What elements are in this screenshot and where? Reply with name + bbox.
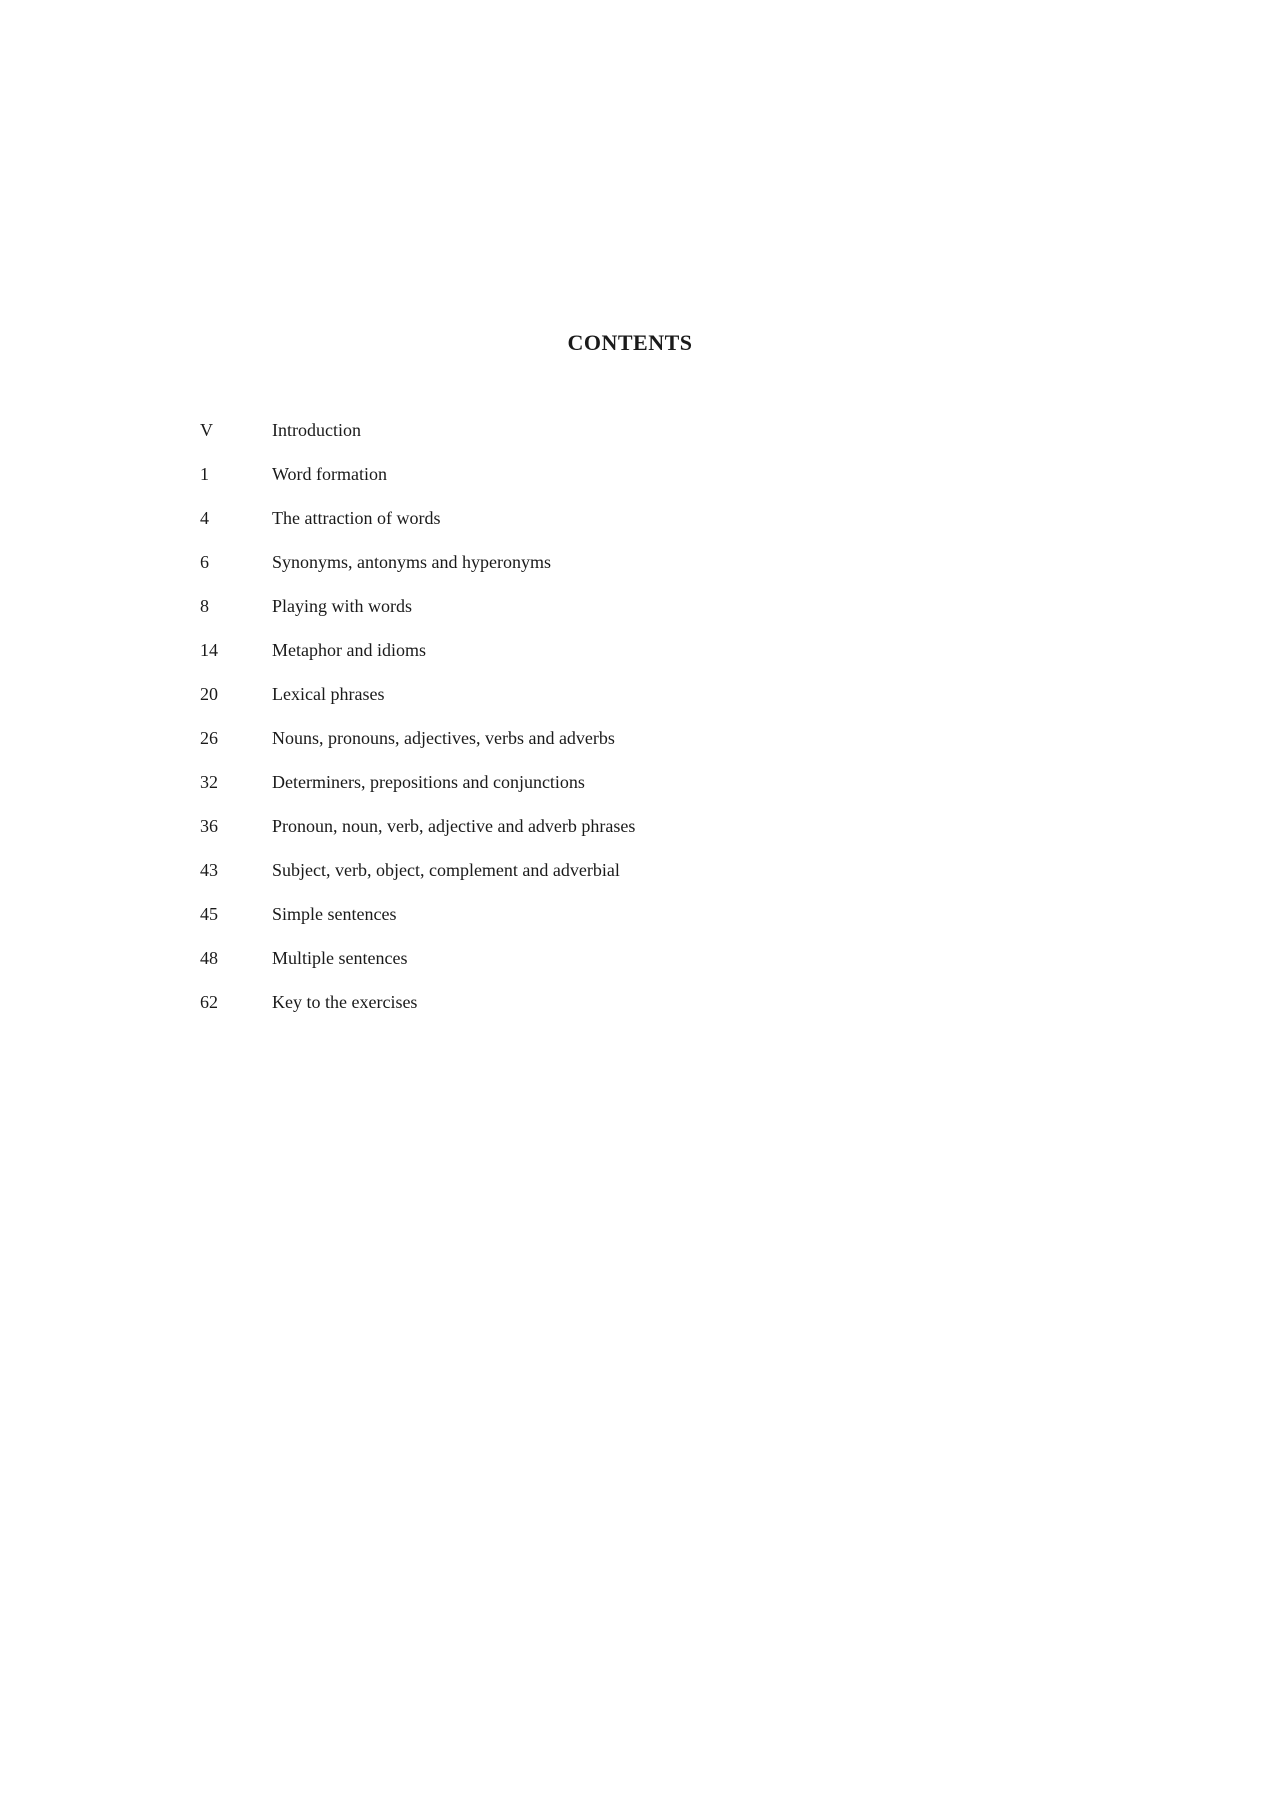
toc-page-number: 48 [200,948,218,968]
toc-entry-title: Pronoun, noun, verb, adjective and adverb phrases [272,816,636,836]
toc-entry [200,772,1000,816]
toc-entry-title: Determiners, prepositions and conjunctions [272,772,585,792]
toc-page-number: 20 [200,684,218,704]
table-of-contents [200,420,1000,1036]
toc-entry [200,684,1000,728]
toc-entry-title: The attraction of words [272,508,441,528]
toc-entry-title: Word formation [272,464,388,484]
toc-entry-title: Multiple sentences [272,948,408,968]
page-title: CONTENTS [567,330,693,355]
toc-page-number: 14 [200,640,218,660]
toc-page-number: 43 [200,860,218,880]
toc-entry [200,948,1000,992]
toc-entry [200,420,1000,464]
toc-page-number: 32 [200,772,218,792]
toc-page-number: 62 [200,992,218,1012]
toc-entry-title: Subject, verb, object, complement and adverbial [272,860,620,880]
toc-entry [200,464,1000,508]
toc-entry-title: Synonyms, antonyms and hyperonyms [272,552,551,572]
toc-page-number: 45 [200,904,218,924]
toc-entry [200,640,1000,684]
toc-entry [200,596,1000,640]
toc-entry [200,992,1000,1036]
toc-entry [200,552,1000,596]
toc-entry [200,508,1000,552]
toc-page-number: 26 [200,728,218,748]
toc-entry-title: Simple sentences [272,904,397,924]
toc-entry-title: Metaphor and idioms [272,640,426,660]
toc-page-number: 1 [200,464,209,484]
toc-entry [200,860,1000,904]
toc-entry-title: Introduction [272,420,361,440]
toc-page-number: V [200,420,213,440]
toc-entry-title: Nouns, pronouns, adjectives, verbs and adverbs [272,728,615,748]
toc-entry [200,904,1000,948]
toc-entry [200,728,1000,772]
toc-entry-title: Playing with words [272,596,413,616]
toc-page-number: 6 [200,552,209,572]
toc-entry-title: Key to the exercises [272,992,418,1012]
toc-entry-title: Lexical phrases [272,684,385,704]
toc-page-number: 8 [200,596,209,616]
toc-page-number: 36 [200,816,218,836]
toc-page-number: 4 [200,508,209,528]
toc-entry [200,816,1000,860]
